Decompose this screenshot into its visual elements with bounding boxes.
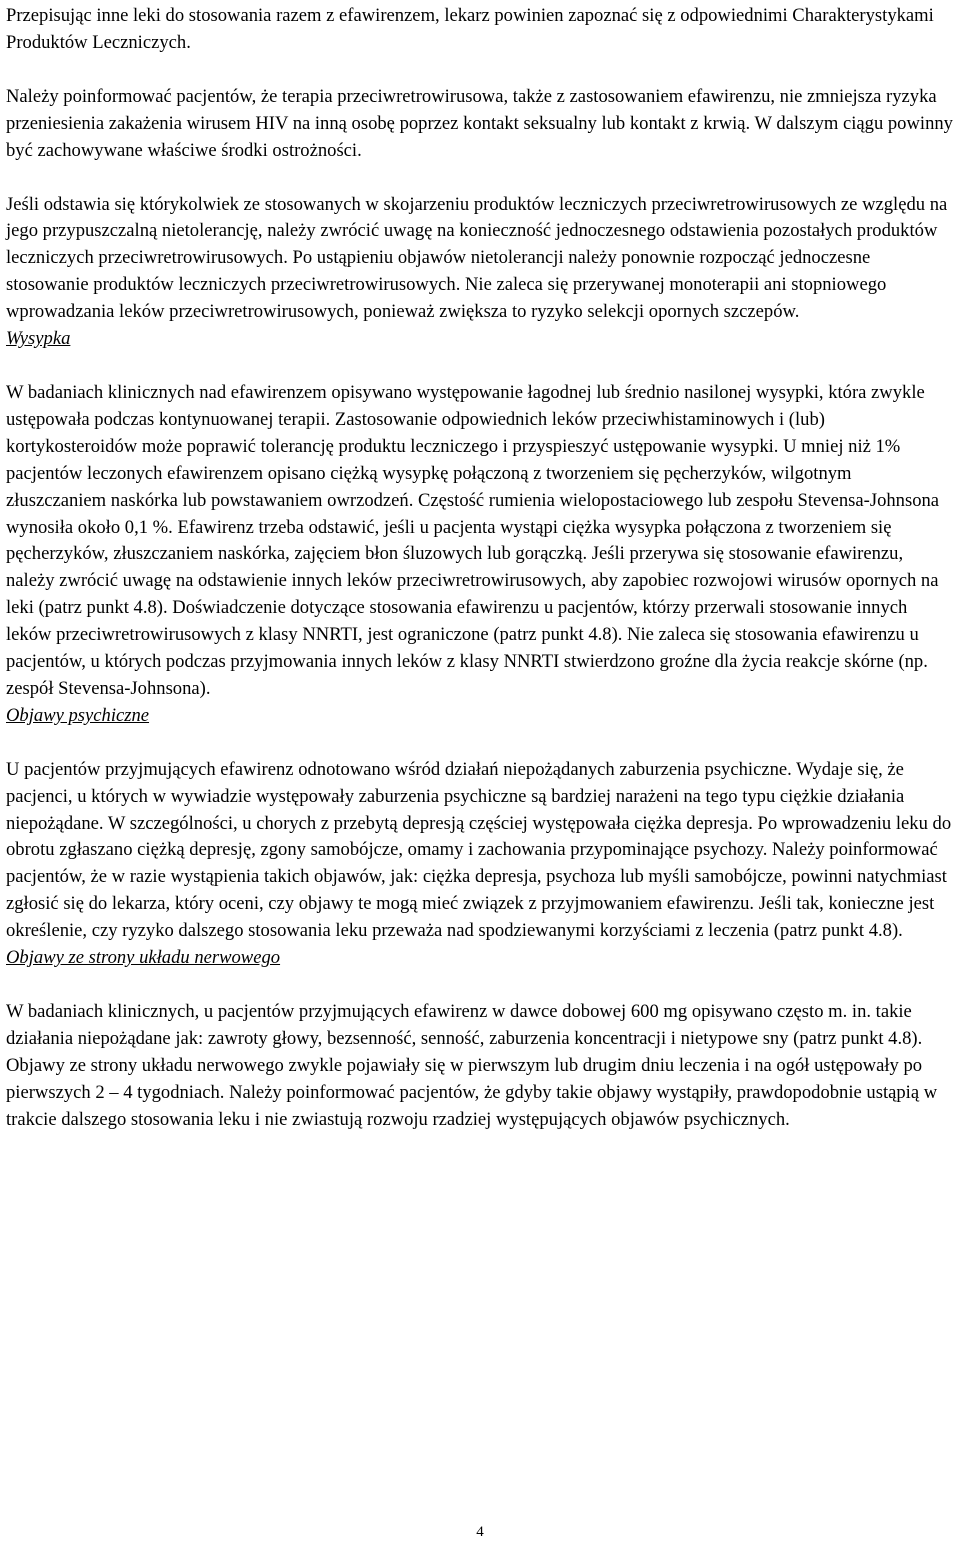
- paragraph-hiv-transmission: Należy poinformować pacjentów, że terapia przeciwretrowirusowa, także z zastosowaniem efawirenzu, nie zmniejsza ryzyka przeniesienia zakażenia wirusem HIV na inną osobę poprzez kontakt seksualny lub kontakt z krwią. W dalszym ciągu powinny być zachowywane właściwe środki ostrożności.: [6, 85, 953, 161]
- heading-rash: Wysypka: [6, 328, 71, 350]
- paragraph-discontinuation: Jeśli odstawia się którykolwiek ze stosowanych w skojarzeniu produktów leczniczych przeciwretrowirusowych ze względu na jego przypuszczalną nietolerancję, należy zwrócić uwagę na konieczność jednoczesnego odstawienia pozostałych produktów leczniczych przeciwretrowirusowych. Po ustąpieniu objawów nietolerancji należy ponownie rozpocząć jednoczesne stosowanie produktów leczniczych przeciwretrowirusowych. Nie zaleca się przerywanej monoterapii ani stopniowego wprowadzania leków przeciwretrowirusowych, ponieważ zwiększa to ryzyko selekcji opornych szczepów.: [6, 193, 948, 323]
- heading-nervous-system: Objawy ze strony układu nerwowego: [6, 947, 281, 969]
- paragraph-other-medicines: Przepisując inne leki do stosowania razem z efawirenzem, lekarz powinien zapoznać się z odpowiednimi Charakterystykami Produktów Leczniczych.: [6, 5, 934, 53]
- page-number: 4: [476, 1524, 484, 1540]
- paragraph-nervous-system: W badaniach klinicznych, u pacjentów przyjmujących efawirenz w dawce dobowej 600 mg opisywano często m. in. takie działania niepożądane jak: zawroty głowy, bezsenność, senność, zaburzenia koncentracji i nietypowe sny (patrz punkt 4.8). Objawy ze strony układu nerwowego zwykle pojawiały się w pierwszym lub drugim dniu leczenia i na ogół ustępowały po pierwszych 2 – 4 tygodniach. Należy poinformować pacjentów, że gdyby takie objawy wystąpiły, prawdopodobnie ustąpią w trakcie dalszego stosowania leku i nie zwiastują rozwoju rzadziej występujących objawów psychicznych.: [6, 1001, 938, 1130]
- heading-psychiatric: Objawy psychiczne: [6, 704, 150, 726]
- paragraph-psychiatric: U pacjentów przyjmujących efawirenz odnotowano wśród działań niepożądanych zaburzenia psychiczne. Wydaje się, że pacjenci, u których w wywiadzie występowały zaburzenia psychiczne są bardziej narażeni na tego typu ciężkie działania niepożądane. W szczególności, u chorych z przebytą depresją częściej występowała ciężka depresja. Po wprowadzeniu leku do obrotu zgłaszano ciężką depresję, zgony samobójcze, omamy i zachowania przypominające psychozy. Należy poinformować pacjentów, że w razie wystąpienia takich objawów, jak: ciężka depresja, psychoza lub myśli samobójcze, powinni natychmiast zgłosić się do lekarza, który oceni, czy objawy te mogą mieć związek z przyjmowaniem efawirenzu. Jeśli tak, konieczne jest określenie, czy ryzyko dalszego stosowania leku przeważa nad spodziewanymi korzyściami z leczenia (patrz punkt 4.8).: [6, 758, 952, 942]
- document-page: [6, 0, 956, 1134]
- paragraph-rash: W badaniach klinicznych nad efawirenzem opisywano występowanie łagodnej lub średnio nasilonej wysypki, która zwykle ustępowała podczas kontynuowanej terapii. Zastosowanie odpowiednich leków przeciwhistaminowych i (lub) kortykosteroidów może poprawić tolerancję produktu leczniczego i przyspieszyć ustępowanie wysypki. U mniej niż 1% pacjentów leczonych efawirenzem opisano ciężką wysypkę połączoną z tworzeniem się pęcherzyków, wilgotnym złuszczaniem naskórka lub powstawaniem owrzodzeń. Częstość rumienia wielopostaciowego lub zespołu Stevensa-Johnsona wynosiła około 0,1 %. Efawirenz trzeba odstawić, jeśli u pacjenta wystąpi ciężka wysypka połączona z tworzeniem się pęcherzyków, złuszczaniem naskórka, zajęciem błon śluzowych lub gorączką. Jeśli przerywa się stosowanie efawirenzu, należy zwrócić uwagę na odstawienie innych leków przeciwretrowirusowych, aby zapobiec rozwojowi wirusów opornych na leki (patrz punkt 4.8). Doświadczenie dotyczące stosowania efawirenzu u pacjentów, którzy przerwali stosowanie innych leków przeciwretrowirusowych z klasy NNRTI, jest ograniczone (patrz punkt 4.8). Nie zaleca się stosowania efawirenzu u pacjentów, u których podczas przyjmowania innych leków z klasy NNRTI stwierdzono groźne dla życia reakcje skórne (np. zespół Stevensa-Johnsona).: [6, 381, 940, 699]
